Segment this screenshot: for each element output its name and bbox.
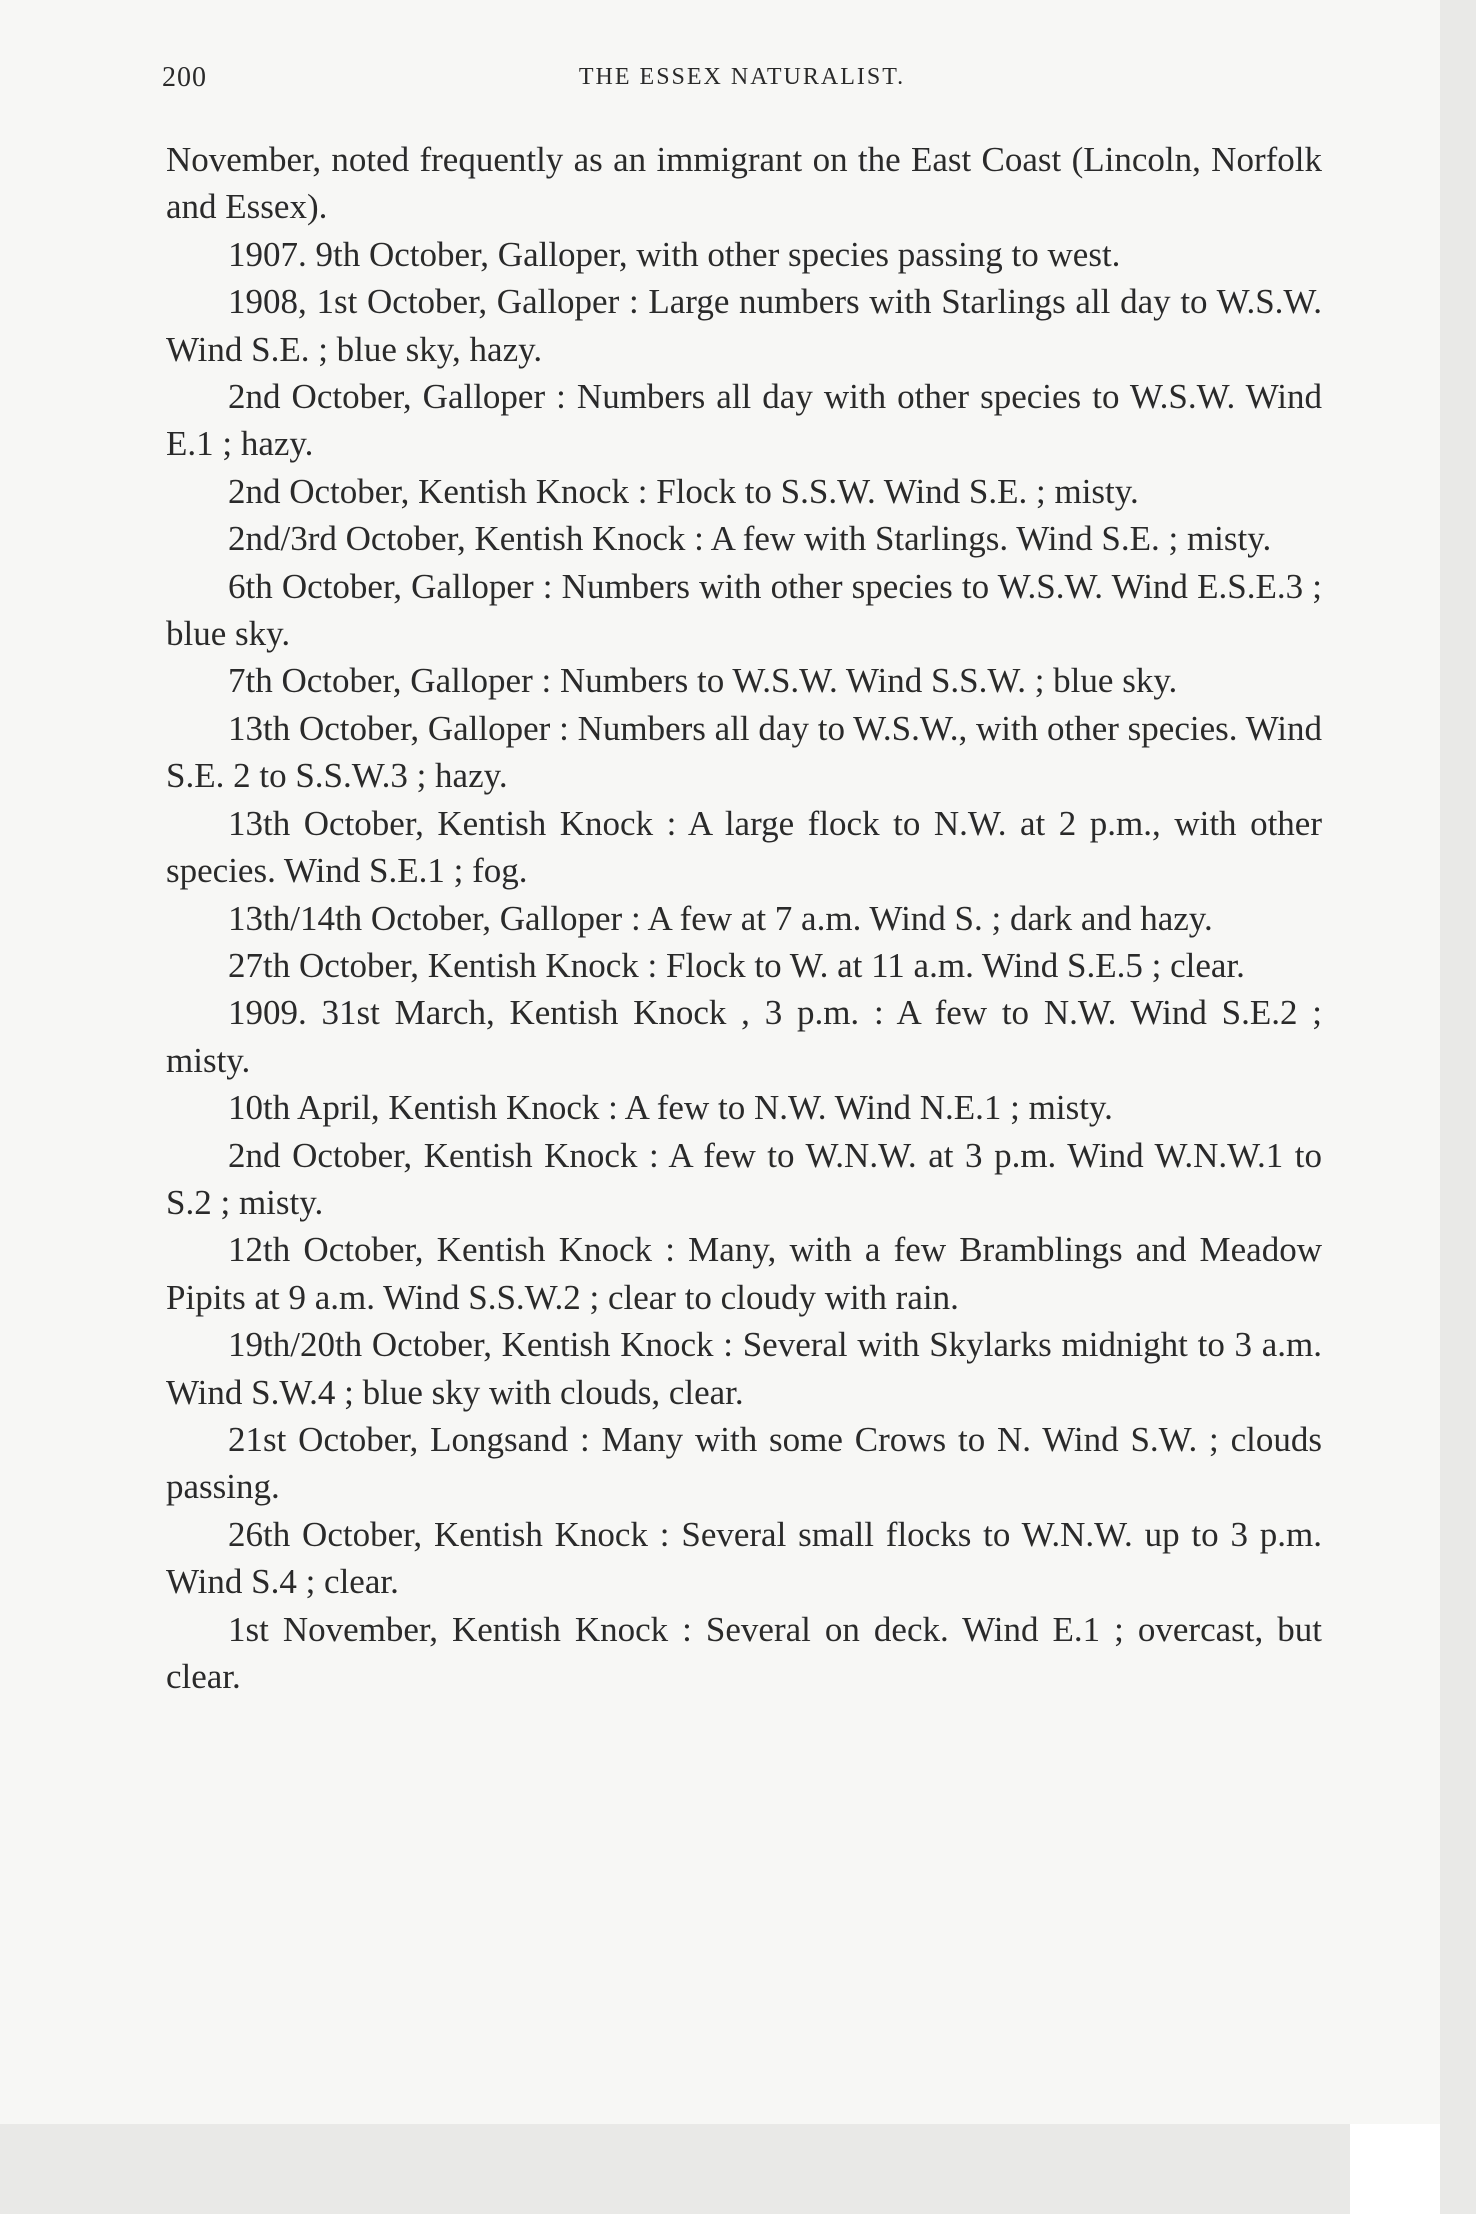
paragraph: 26th October, Kentish Knock : Several small flocks to W.N.W. up to 3 p.m. Wind S.4 ; clear. [166,1514,1322,1602]
paragraph: 21st October, Longsand : Many with some Crows to N. Wind S.W. ; clouds passing. [166,1419,1322,1507]
paragraph: 10th April, Kentish Knock : A few to N.W. Wind N.E.1 ; misty. [228,1088,1113,1128]
running-title: THE ESSEX NATURALIST. [578,64,906,90]
body-text [166,136,1322,1700]
paragraph: 1908, 1st October, Galloper : Large numbers with Starlings all day to W.S.W. Wind S.E. ; blue sky, hazy. [166,282,1322,369]
paragraph: 6th October, Galloper : Numbers with other species to W.S.W. Wind E.S.E.3 ; blue sky. [166,566,1322,654]
paragraph: 2nd October, Kentish Knock : Flock to S.S.W. Wind S.E. ; misty. [228,471,1139,511]
paragraph: 13th October, Galloper : Numbers all day to W.S.W., with other species. Wind S.E. 2 to S.S.W.3 ; hazy. [166,708,1322,796]
paragraph: 12th October, Kentish Knock : Many, with a few Bramblings and Meadow Pipits at 9 a.m. Wind S.S.W.2 ; clear to cloudy with rain. [166,1230,1322,1317]
paragraph: 1907. 9th October, Galloper, with other species passing to west. [228,234,1121,274]
page-number: 200 [162,62,207,93]
paragraph: 1909. 31st March, Kentish Knock , 3 p.m. : A few to N.W. Wind S.E.2 ; misty. [166,993,1322,1080]
paragraph: 7th October, Galloper : Numbers to W.S.W. Wind S.S.W. ; blue sky. [228,661,1178,701]
paragraph: 1st November, Kentish Knock : Several on deck. Wind E.1 ; overcast, but clear. [166,1609,1322,1696]
paragraph: 27th October, Kentish Knock : Flock to W. at 11 a.m. Wind S.E.5 ; clear. [228,945,1245,985]
paragraph: 2nd October, Galloper : Numbers all day with other species to W.S.W. Wind E.1 ; hazy. [166,377,1322,464]
paragraph: 2nd October, Kentish Knock : A few to W.N.W. at 3 p.m. Wind W.N.W.1 to S.2 ; misty. [166,1135,1322,1222]
paragraph: 19th/20th October, Kentish Knock : Several with Skylarks midnight to 3 a.m. Wind S.W.4 ; blue sky with clouds, clear. [166,1325,1322,1412]
scan-edge [1350,2124,1440,2214]
paragraph: 13th October, Kentish Knock : A large flock to N.W. at 2 p.m., with other species. Wind S.E.1 ; fog. [166,803,1322,891]
paragraph: 13th/14th October, Galloper : A few at 7 a.m. Wind S. ; dark and hazy. [228,898,1213,938]
paragraph: November, noted frequently as an immigrant on the East Coast (Lincoln, Norfolk and Essex). [166,140,1322,227]
page-header [162,62,1322,102]
paragraph: 2nd/3rd October, Kentish Knock : A few with Starlings. Wind S.E. ; misty. [228,519,1272,559]
